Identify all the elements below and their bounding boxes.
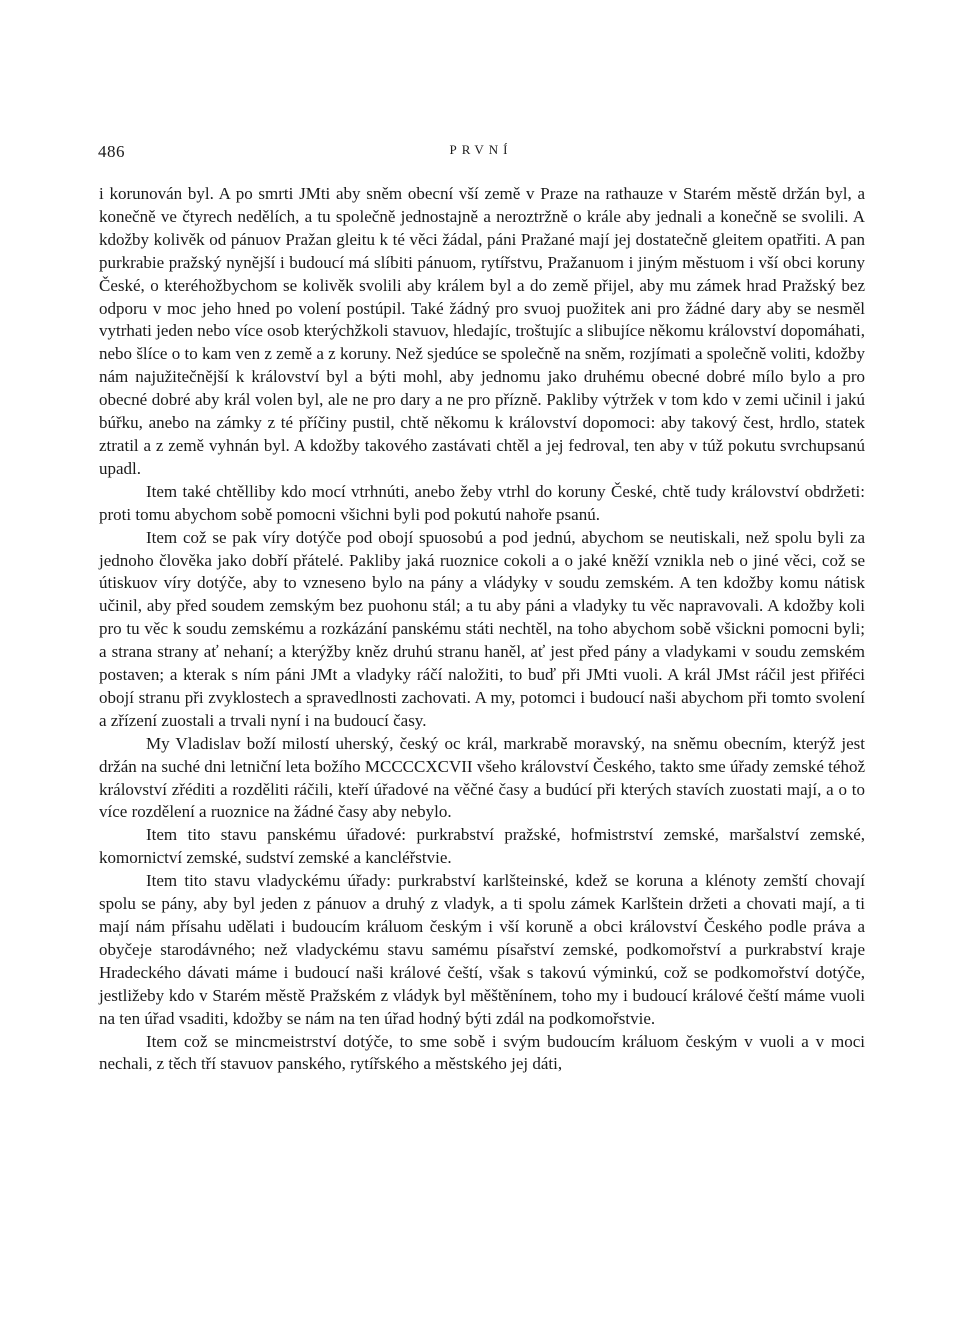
page-number: 486 [98, 142, 125, 161]
paragraph: Item tito stavu vladyckému úřady: purkrabství karlšteinské, kdež se koruna a klénoty zemští chovají spolu se pány, aby byl jeden z pánuov a druhý z vladyk, a ti spolu zámek Karlštein držeti a chovati mají, a ti mají nám přísahu udělati i budoucím králuom českým i vší koruně a obci království Českého podle práva a obyčeje starodávného; než vladyckému stavu samému písařství zemské, podkomořství a purkrabství kraje Hradeckého dávati máme i budoucí naši králové čeští, však s takovú výminkú, což se podkomořství dotýče, jestližeby kdo v Starém městě Pražském z vládyk byl měštěnínem, toho my i budoucí králové čeští máme vuoli na ten úřad vsaditi, kdožby se nám na ten úřad hodný býti zdál na podkomořstvie. [99, 871, 865, 1028]
paragraph: My Vladislav boží milostí uherský, český oc král, markrabě moravský, na sněmu obecním, kterýž jest držán na suché dni letniční leta božího MCCCCXCVII všeho království Českého, takto sme úřady zemské téhož království zřéditi a rozděliti ráčili, kteří úřadové na věčné časy a budúcí při kterých stavích zuostati mají, a o to více rozdělení a ruoznice na žádné časy aby nebylo. [99, 733, 865, 822]
paragraph: Item tito stavu panskému úřadové: purkrabství pražské, hofmistrství zemské, maršalství zemské, komornictví zemské, sudství zemské a kancléřstvie. [99, 825, 865, 868]
paragraph: Item což se mincmeistrství dotýče, to sme sobě i svým budoucím králuom českým v vuoli a v moci nechali, z těch tří stavuov panského, rytířského a městského jej dáti, [99, 1031, 865, 1074]
paragraph: Item také chtělliby kdo mocí vtrhnúti, anebo žeby vtrhl do koruny České, chtě tudy království obdržeti: proti tomu abychom sobě pomocni všichni byli pod pokutú nahoře psanú. [99, 481, 865, 524]
page-header [98, 142, 864, 166]
paragraph: Item což se pak víry dotýče pod obojí spuosobú a pod jednú, abychom se neutiskali, než spolu byli za jednoho člověka jako dobří přátelé. Pakliby jaká ruoznice cokoli a o jaké kněží vznikla neb o jiné věci, což se útiskuov víry dotýče, aby to vzneseno bylo na pány a vládyky v soudu zemském. A ten kdožby komu nátisk učinil, aby před soudem zemským bez puohonu stál; a tu aby páni a vladyky tu věc napravovali. A kdožby koli pro tu věc k soudu zemskému a rozkázání panskému státi nechtěl, na toho abychom sobě všickni pomocni byli; a strana strany ať nehaní; a kterýžby kněz druhú stranu haněl, ať jest před pány a vladykami v soudu zemském postaven; a kterak s ním páni JMt a vladyky ráčí naložiti, to buď při JMti vuoli. A král JMst ráčil jest přiřéci obojí stranu při zvyklostech a spravedlnosti zachovati. A my, potomci i budoucí naši abychom při tomto svolení a zřízení zuostali a trvali nyní i na budoucí časy. [99, 527, 865, 730]
paragraph: i korunován byl. A po smrti JMti aby sněm obecní vší země v Praze na rathauze v Starém městě držán byl, a konečně ve čtyrech nedělích, a tu společně jednostajně a neroztržně o krále aby jednali a konečně se svolili. A kdožby kolivěk od pánuov Pražan gleitu k té věci žádal, páni Pražané mají jej dostatečně gleitem opatřiti. A pan purkrabie pražský nynější i budoucí má slíbiti pánuom, rytířstvu, Pražanuom i jiným městuom i vší obci koruny České, o kteréhožbychom se kolivěk svolili aby králem byl a do země přijel, aby mu zámek hrad Pražský bez odporu v moc jeho hned po volení postúpil. Také žádný pro svuoj puožitek ani pro žádné dary aby se nesměl vytrhati jeden nebo více osob kterýchžkoli stavuov, hledajíc, troštujíc a slibujíce někomu království dopomáhati, nebo šlíce o to kam ven z země a z koruny. Než sjedúce se společně na sněm, rozjímati a společně voliti, kdožby nám najužitečnější k království byl a býti mohl, aby jednomu jako druhému obecné dobré mílo bylo a pro obecné dobré aby král volen byl, ale ne pro dary a ne pro přízně. Pakliby výtržek v tom kdo v zemi učinil i jakú búřku, anebo na zámky z té příčiny pustil, chtě někomu k království dopomoci: aby takový čest, hrdlo, statek ztratil a z země vyhnán byl. A kdožby takového zastávati chtěl a jej fedroval, ten aby v túž pokutu svrchupsanú upadl. [99, 184, 865, 478]
running-head: PRVNÍ [449, 142, 513, 157]
body-text [99, 183, 865, 1076]
